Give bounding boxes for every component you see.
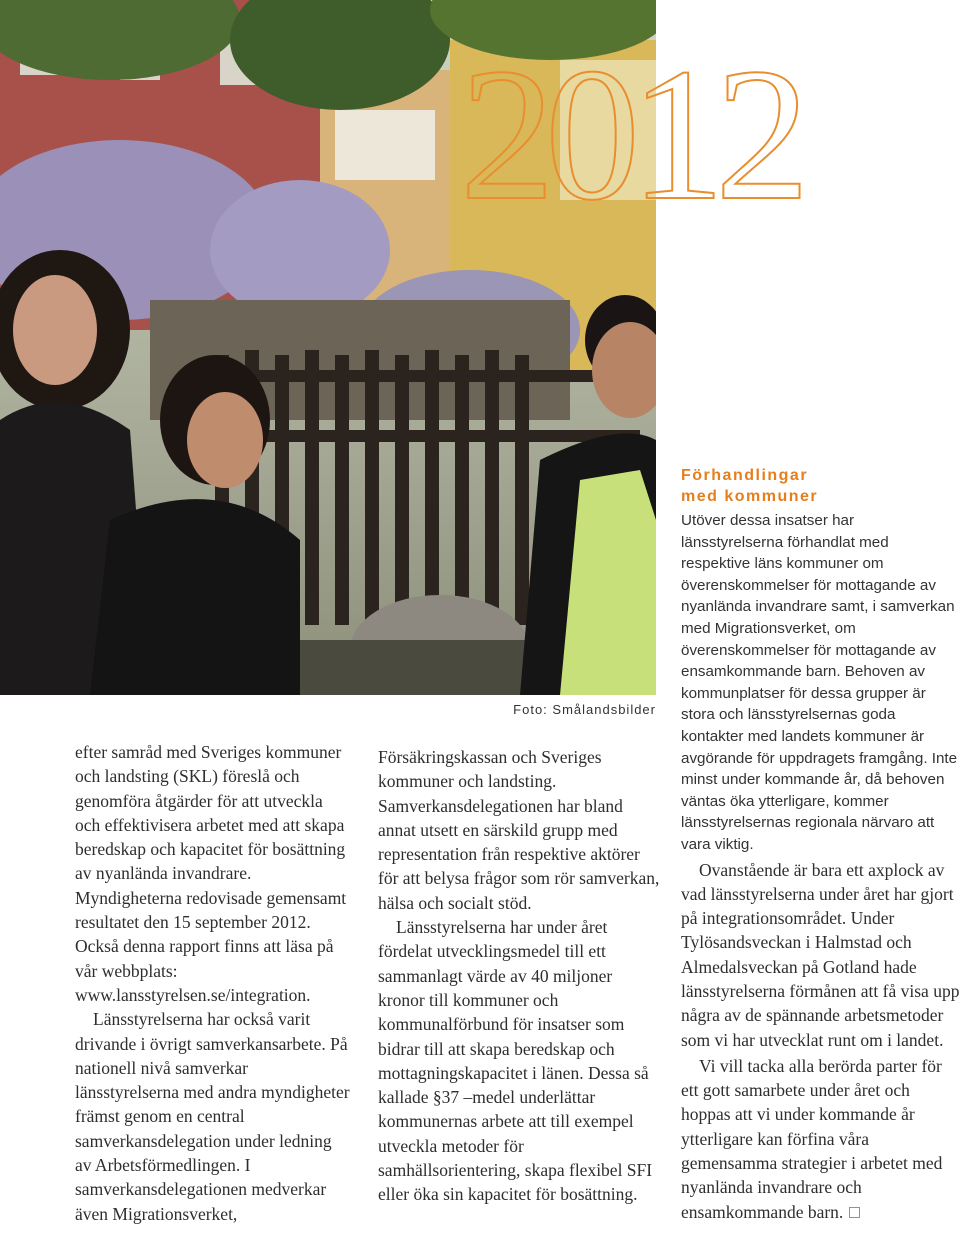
paragraph: Länsstyrelserna har under året fördelat utvecklingsmedel till ett sammanlagt värde av 40 miljoner kronor till kommuner och kommunalförbund för insatser som bidrar till att skapa beredskap och mottagningskapacitet i länen. Dessa så kallade §37 –medel underlättar kommunernas arbete att till exempel utveckla metoder för samhällsorientering, skapa flexibel SFI eller öka sin kapacitet för bosättning. <box>378 917 653 1205</box>
paragraph-closing <box>681 1054 960 1224</box>
column-3 <box>681 465 960 1224</box>
photo-credit: Foto: Smålandsbilder <box>513 702 656 717</box>
year-title: 2012 <box>460 30 800 240</box>
column-1 <box>75 740 350 1226</box>
paragraph: efter samråd med Sveriges kommuner och landsting (SKL) föreslå och genomföra åtgärder för att utveckla och effektivisera arbetet med att skapa beredskap och kapacitet för bosättning av nyanlända invandrare. Myndigheterna redovisade gemensamt resultatet den 15 september 2012. Också denna rapport finns att läsa på vår webbplats: www.lansstyrelsen.se/integration. <box>75 742 347 1005</box>
paragraph: Ovanstående är bara ett axplock av vad länsstyrelserna under året har gjort på integrationsområdet. Under Tylösandsveckan i Halmstad och Almedalsveckan på Gotland hade länsstyrelserna förmånen att få visa upp några av de spännande arbetsmetoder som vi har utvecklat runt om i landet. <box>681 859 960 1050</box>
end-mark-icon <box>849 1207 860 1218</box>
heading-line-2: med kommuner <box>681 488 819 505</box>
paragraph: Utöver dessa insatser har länsstyrelserna förhandlat med respektive läns kommuner om överenskommelser för mottagande av nyanlända invandrare samt, i samverkan med Migrationsverket, om överenskommelser för mottagande av ensamkommande barn. Behoven av kommunplatser för dessa grupper är stora och länsstyrelsernas goda kontakter med landets kommuner är avgörande för uppdragets framgång. Inte minst under kommande år, då behoven väntas öka ytterligare, kommer länsstyrelsernas regionala närvaro att vara viktig. <box>681 512 958 853</box>
heading-line-1: Förhandlingar <box>681 467 809 484</box>
paragraph: Försäkringskassan och Sveriges kommuner och landsting. Samverkansdelegationen har bland annat utsett en särskild grupp med representation från respektive aktörer för att belysa frågor som rör samverkan, hälsa och socialt stöd. <box>378 747 660 913</box>
paragraph: Länsstyrelserna har också varit drivande i övrigt samverkansarbete. På nationell nivå samverkar länsstyrelserna med andra myndigheter främst genom en central samverkansdelegation under ledning av Arbetsförmedlingen. I samverkansdelegationen medverkar även Migrationsverket, <box>75 1009 350 1224</box>
section-heading <box>681 465 960 507</box>
column-2 <box>378 745 660 1207</box>
closing-text: Vi vill tacka alla berörda parter för ett gott samarbete under året och hoppas att vi under kommande år ytterligare kan förfina våra gemensamma strategier i arbetet med nyanlända invandrare och ensamkommande barn. <box>681 1055 943 1222</box>
